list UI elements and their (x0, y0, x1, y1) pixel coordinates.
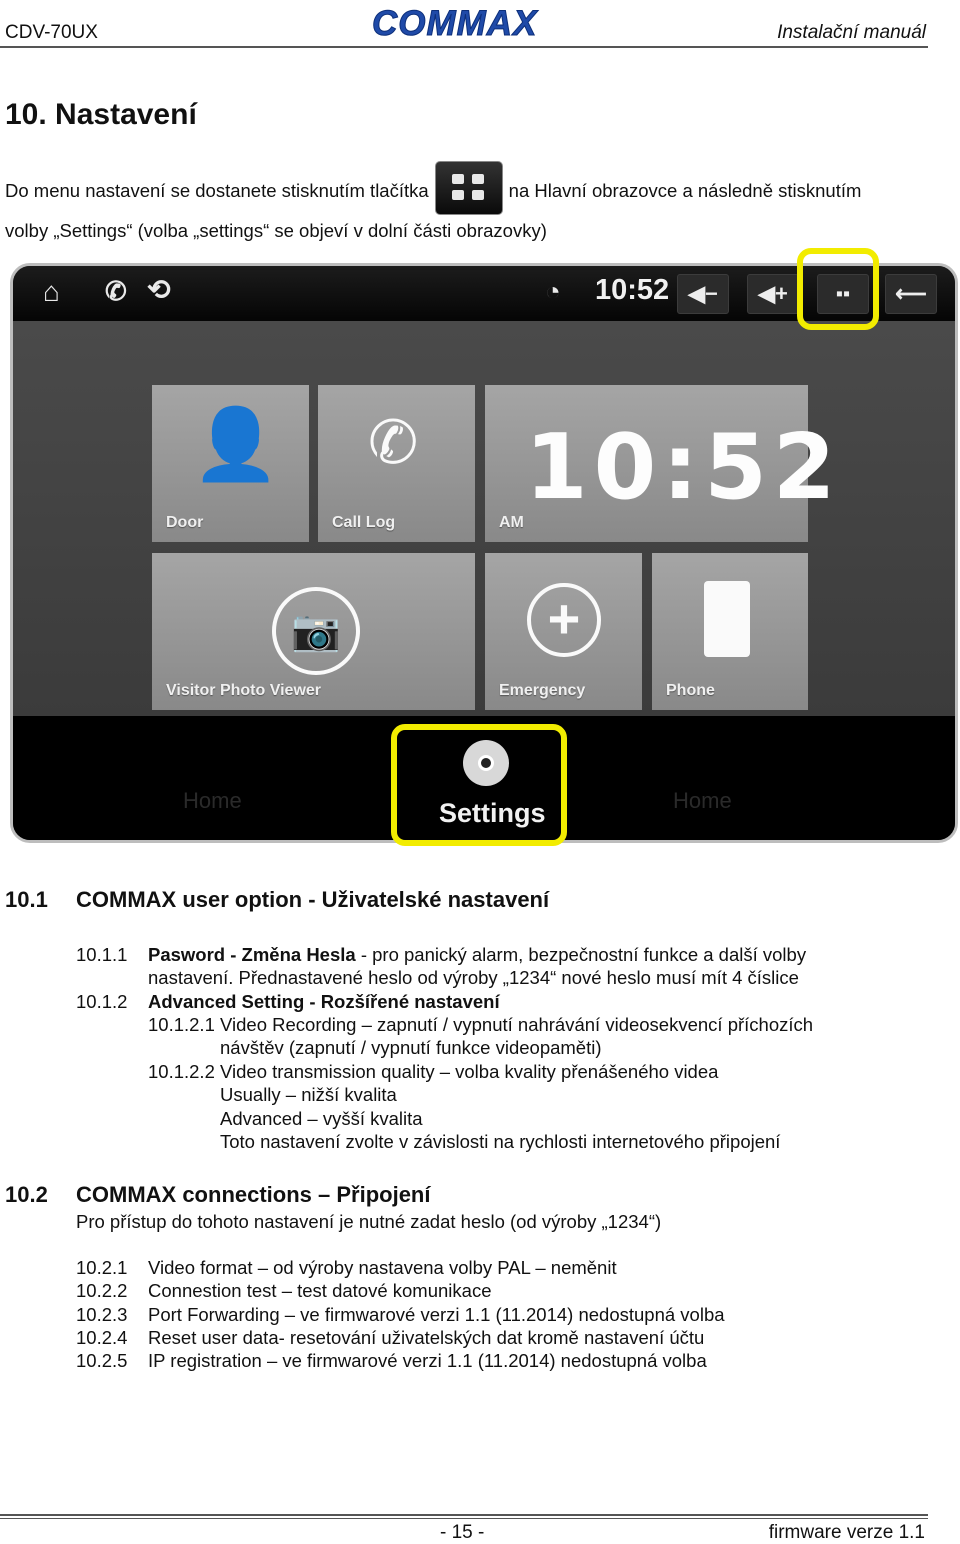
item-10-2-3-number: 10.2.3 (76, 1304, 128, 1325)
item-10-1-1-number: 10.1.1 (76, 944, 128, 965)
apps-button-icon (435, 161, 503, 215)
intro-text-2: na Hlavní obrazovce a následně stisknutím volby „Settings“ (volba „settings“ se objeví v dolní části obrazovky) (5, 179, 862, 241)
footer-divider-thin (0, 1518, 928, 1519)
advanced-setting-title: Advanced Setting - Rozšířené nastavení (148, 991, 500, 1012)
refresh-icon: ⟲ (147, 274, 171, 305)
dock-right-ghost: Home (673, 788, 732, 813)
item-10-2-1-number: 10.2.1 (76, 1257, 128, 1278)
item-10-2-2-text: Connestion test – test datové komunikace (148, 1280, 492, 1301)
footer-divider (0, 1514, 928, 1516)
volume-down-icon[interactable]: ◀− (677, 274, 729, 314)
clock-tile (485, 385, 842, 542)
item-10-1-2-2-note: Toto nastavení zvolte v závislosti na rychlosti internetového připojení (220, 1131, 781, 1152)
item-10-2-5-number: 10.2.5 (76, 1350, 128, 1371)
door-label: Door (166, 514, 204, 531)
item-10-1-2-1-line1: 10.1.2.1 Video Recording – zapnutí / vypnutí nahrávání videosekvencí příchozích (148, 1014, 814, 1035)
settings-highlight (391, 724, 567, 846)
volume-up-icon[interactable]: ◀+ (747, 274, 799, 314)
status-clock: 10:52 (595, 274, 670, 306)
plus-icon: + (527, 583, 601, 657)
visitor-photo-tile[interactable] (152, 553, 475, 710)
commax-logo: COMMAX (372, 4, 538, 43)
person-icon: 👤 (192, 405, 280, 483)
emergency-label: Emergency (499, 682, 586, 699)
dock-home-ghost: Home (183, 788, 242, 813)
visitor-photo-label: Visitor Photo Viewer (166, 682, 322, 699)
item-10-1-1-line2: nastavení. Přednastavené heslo od výroby „1234“ nové heslo musí mít 4 číslice (148, 967, 799, 988)
item-10-2-5-text: IP registration – ve firmwarové verzi 1.1 (11.2014) nedostupná volba (148, 1350, 707, 1371)
apps-grid-icon[interactable]: ▪▪ (817, 274, 869, 314)
home-icon[interactable]: ⌂ (43, 276, 60, 307)
phone-tile[interactable] (652, 553, 808, 710)
door-phone-icon (704, 581, 750, 657)
back-icon[interactable]: ⟵ (885, 274, 937, 314)
phone-label: Phone (666, 682, 715, 699)
item-10-2-4-text: Reset user data- resetování uživatelských dat kromě nastavení účtu (148, 1327, 705, 1348)
item-10-2-1-text: Video format – od výroby nastavena volby PAL – neměnit (148, 1257, 617, 1278)
item-10-2-4-number: 10.2.4 (76, 1327, 128, 1348)
clock-ampm: AM (499, 514, 524, 531)
call-icon: ✆ (105, 276, 127, 306)
item-10-1-2-1-line2: návštěv (zapnutí / vypnutí funkce videopaměti) (220, 1037, 602, 1058)
section-10-2-title: COMMAX connections – Připojení (76, 1182, 431, 1207)
section-10-2-subtitle: Pro přístup do tohoto nastavení je nutné zadat heslo (od výroby „1234“) (76, 1211, 662, 1232)
section-10-2-number: 10.2 (5, 1182, 48, 1207)
page-number: - 15 - (440, 1522, 485, 1543)
emergency-tile[interactable] (485, 553, 642, 710)
model-name: CDV-70UX (5, 22, 98, 43)
camera-icon: 📷 (272, 587, 360, 675)
item-10-2-3-text: Port Forwarding – ve firmwarové verzi 1.1 (11.2014) nedostupná volba (148, 1304, 725, 1325)
item-10-1-2-2-usually: Usually – nižší kvalita (220, 1084, 397, 1105)
apps-button-highlight (797, 248, 879, 330)
item-10-1-1-line1 (148, 943, 806, 966)
header-divider (0, 46, 928, 48)
firmware-version: firmware verze 1.1 (768, 1522, 925, 1543)
item-10-1-2-2-line1: 10.1.2.2 Video transmission quality – volba kvality přenášeného videa (148, 1061, 719, 1082)
call-log-label: Call Log (332, 514, 396, 531)
intro-paragraph (5, 165, 885, 243)
big-clock-time: 10:52 (525, 415, 842, 520)
item-10-1-2-number: 10.1.2 (76, 991, 128, 1012)
call-log-tile[interactable] (318, 385, 475, 542)
section-10-1-title: COMMAX user option - Uživatelské nastavení (76, 887, 550, 912)
password-desc: - pro panický alarm, bezpečnostní funkce a další volby (355, 944, 807, 965)
document-title: Instalační manuál (777, 22, 926, 43)
section-10-1-number: 10.1 (5, 887, 48, 912)
intro-text-1: Do menu nastavení se dostanete stisknutím tlačítka (5, 179, 429, 201)
phone-book-icon: ✆ (368, 409, 419, 476)
door-tile[interactable] (152, 385, 309, 542)
wifi-icon: ◔ (545, 276, 561, 306)
password-title: Pasword - Změna Hesla (148, 944, 356, 965)
page-title: 10. Nastavení (5, 98, 197, 131)
home-screen (13, 321, 955, 716)
item-10-2-2-number: 10.2.2 (76, 1280, 128, 1301)
settings-label[interactable]: Settings (439, 798, 546, 828)
item-10-1-2-2-advanced: Advanced – vyšší kvalita (220, 1108, 423, 1129)
